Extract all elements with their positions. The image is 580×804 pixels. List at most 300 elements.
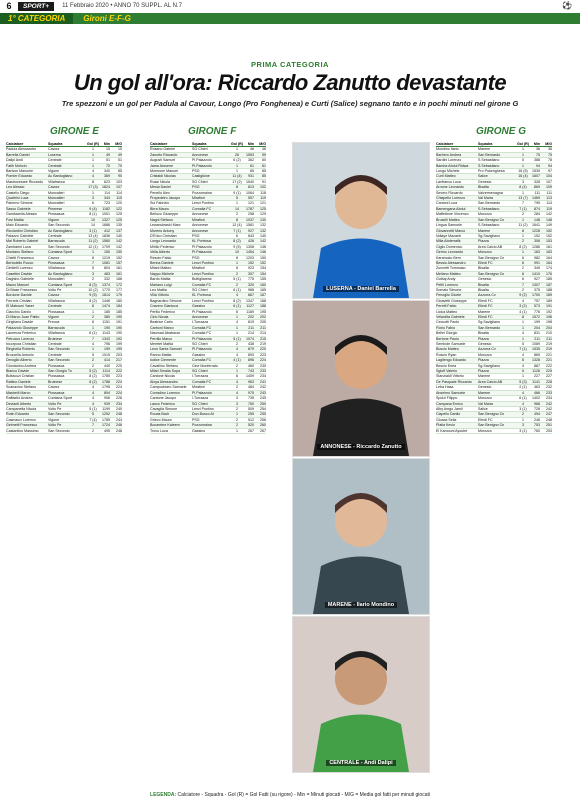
table-cell: Florio Fabio [436, 325, 455, 330]
category-bar [0, 13, 580, 24]
table-cell: Penello Alex [150, 190, 170, 195]
table-cell: 757 [534, 298, 540, 303]
table-cell: 1328 [532, 358, 540, 363]
table-cell: 140 [116, 233, 122, 238]
table-cell: Castello Diego [6, 190, 30, 195]
table-cell: Cavour [48, 185, 60, 190]
table-cell: 12 (1) [88, 244, 98, 249]
table-cell: Mastrelli Marco [6, 390, 31, 395]
table-cell: Piossasca [48, 374, 65, 379]
table-cell: 111 [534, 190, 540, 195]
table-cell: 1 [522, 190, 524, 195]
table-cell: 142 [546, 212, 552, 217]
table-cell: 1 [92, 152, 94, 157]
table-cell: Azzurra Cv [478, 347, 496, 352]
table-cell: Chiapello Lorenzo [436, 196, 465, 201]
table-cell: 369 [104, 174, 110, 179]
table-cell: Cumiana Sport [48, 282, 72, 287]
table-cell: Sgluff Valerio [436, 369, 458, 374]
table-cell: Pinerese [48, 206, 63, 211]
table-cell: 187 [546, 282, 552, 287]
table-cell: Leba Hasa [436, 385, 454, 390]
table-cell: Morozzo [478, 396, 492, 401]
table-cell: 61 [262, 163, 266, 168]
table-cell: 1 [92, 158, 94, 163]
table-cell: Lenzi Pontino [192, 271, 214, 276]
table-cell: Campochiaro Samuele [150, 385, 187, 390]
column-header: Min [533, 142, 540, 146]
table-cell: Morozzo [478, 352, 492, 357]
table-cell: 2 [522, 239, 524, 244]
table-cell: 1327 [102, 217, 110, 222]
table-cell: Cavour [48, 147, 60, 152]
table-cell: Cumiana Sport [48, 396, 72, 401]
table-cell: Sembole Samuele [436, 342, 466, 347]
table-cell: 307 [248, 271, 254, 276]
table-cell: 1219 [102, 255, 110, 260]
table-cell: Genesio [478, 385, 492, 390]
table-cell: 8 [92, 304, 94, 309]
table-cell: 195 [260, 309, 266, 314]
table-cell: PSG [192, 185, 200, 190]
table-cell: 894 [104, 390, 110, 395]
gironi-label: Gironi E-F-G [83, 14, 131, 23]
table-cell: Velardita Gabriele [436, 315, 465, 319]
table-cell: 222 [546, 363, 552, 368]
table-cell: Cimitelli Lorenzo [6, 266, 33, 271]
table-cell: 26 [235, 152, 239, 157]
table-cell: San Benigno Cn [478, 217, 505, 222]
table-cell: 204 [546, 325, 552, 330]
table-cell: Lenzi Pontino [192, 298, 214, 303]
table-cell: 1535 [532, 347, 540, 352]
table-cell: Milani Matteo [150, 266, 172, 271]
table-cell: 743 [248, 369, 254, 374]
table-cell: Cirio Nicola [150, 315, 169, 319]
table-cell: 1709 [102, 244, 110, 249]
table-cell: 185 [116, 309, 122, 314]
table-cell: 1 [236, 163, 238, 168]
table-cell: Rouas Badr [150, 412, 169, 417]
table-cell: 230 [260, 363, 266, 368]
table-cell: 46 [262, 147, 266, 152]
table-cell: Laurenza Federico [6, 331, 36, 336]
table-cell: 2 [92, 363, 94, 368]
table-cell: 931 [248, 174, 254, 179]
table-cell: 1 [92, 190, 94, 195]
table-cell: Padula Alessandro [6, 147, 36, 152]
table-cell: 217 [116, 358, 122, 363]
table-cell: 140 [260, 233, 266, 238]
table-cell: 111 [546, 190, 552, 195]
table-cell: 440 [104, 363, 110, 368]
table-cell: Annonese [192, 152, 209, 157]
table-cell: 16 (4) [518, 174, 528, 179]
table-cell: Giordanino Andrea [6, 363, 36, 368]
table-cell: 220 [116, 363, 122, 368]
table-cell: 154 [260, 266, 266, 271]
table-cell: 6 (1) [519, 396, 527, 401]
table-cell: Cornalia FC [192, 331, 212, 336]
table-cell: Marene [478, 309, 491, 314]
table-cell: 1607 [532, 174, 540, 179]
table-cell: 495 [104, 428, 110, 433]
table-cell: 5 (1) [233, 336, 241, 341]
table-cell: 142 [116, 239, 122, 244]
table-cell: 240 [116, 406, 122, 411]
table-cell: 154 [260, 271, 266, 276]
column-header: Squadra [478, 142, 493, 146]
table-cell: 1785 [102, 374, 110, 379]
girone-e-table [6, 142, 122, 434]
table-cell: 94 [548, 163, 552, 168]
table-cell: Sg.Savigliano [478, 320, 500, 325]
table-cell: Giovannetti Marco [436, 228, 466, 233]
table-cell: 227 [546, 374, 552, 379]
table-cell: Lusema [48, 152, 61, 157]
table-cell: 75 [548, 152, 552, 157]
table-cell: 202 [260, 315, 266, 319]
table-row [436, 429, 552, 434]
table-cell: Cornalia FC [192, 282, 212, 287]
table-cell: 2 [92, 428, 94, 433]
table-cell: Moncalieri [48, 201, 65, 206]
table-cell: 204 [534, 325, 540, 330]
table-cell: 97 [548, 169, 552, 174]
table-cell: 4 [92, 174, 94, 179]
table-cell: Marene [478, 228, 491, 233]
table-cell: 1081 [102, 260, 110, 265]
table-cell: Piossasca [48, 260, 65, 265]
table-cell: Moreno Antony [150, 228, 175, 233]
table-cell: 13 (7) [518, 196, 528, 201]
table-cell: 6 [236, 266, 238, 271]
table-cell: 2 [522, 287, 524, 292]
table-cell: 160 [260, 282, 266, 287]
article-subhead: Tre spezzoni e un gol per Padula al Cavour, Longo (Pro Fonghenea) e Curti (Salice) segnano tanto e in pochi minuti nel girone G [61, 99, 519, 108]
table-cell: 188 [546, 287, 552, 292]
table-cell: Bisalta [478, 185, 489, 190]
table-cell: Leon Santa Samuel [150, 347, 182, 352]
table-cell: 927 [248, 228, 254, 233]
table-cell: 8 (1) [89, 212, 97, 217]
table-cell: 1402 [532, 396, 540, 401]
table-cell: Zambarini Luca [6, 244, 31, 249]
table-cell: Mauro Manuel [6, 282, 29, 287]
table-cell: 1886 [102, 223, 110, 228]
table-cell: S.Sebastiano [478, 163, 500, 168]
table-cell: Sg.Savigliano [478, 363, 500, 368]
table-cell: 1788 [102, 379, 110, 384]
table-cell: Mormone Manuel [150, 169, 178, 174]
table-cell: 1308 [246, 244, 254, 249]
table-cell: Petrucco Lorenzo [6, 336, 35, 341]
table-cell: 5 (3) [519, 379, 527, 384]
table-cell: 927 [534, 277, 540, 282]
table-cell: Volto Pe [48, 423, 62, 428]
table-cell: 1454 [246, 250, 254, 255]
table-cell: 349 [534, 266, 540, 271]
table-cell: 91 [262, 179, 266, 184]
table-cell: 122 [116, 206, 122, 211]
table-cell: Genesio [478, 342, 492, 347]
table-cell: 152 [546, 228, 552, 233]
table-cell: 362 [248, 158, 254, 163]
table-cell: SG Chieri [192, 401, 208, 406]
table-cell: 7 [522, 201, 524, 206]
table-cell: 939 [104, 401, 110, 406]
table-cell: 484 [248, 385, 254, 390]
table-cell: 896 [248, 358, 254, 363]
table-cell: Zanutto Riccardo [150, 152, 178, 157]
table-cell: Aloya Alessandro [150, 379, 178, 384]
table-cell: Moncalieri [48, 277, 65, 282]
table-cell: Gassino [192, 352, 206, 357]
table-cell: 59 [262, 152, 266, 157]
column-header: Calciatore [6, 142, 24, 146]
table-cell: 219 [546, 342, 552, 347]
table-cell: 222 [116, 369, 122, 374]
table-cell: 75 [536, 152, 540, 157]
table-cell: 723 [104, 201, 110, 206]
table-cell: 1037 [246, 217, 254, 222]
table-cell: 887 [534, 363, 540, 368]
table-cell: 1641 [532, 223, 540, 228]
table-cell: 4 [92, 169, 94, 174]
table-cell: S.Sebastiano [478, 158, 500, 163]
table-cell: 2 [236, 417, 238, 422]
table-cell: Montano Stefano [6, 250, 34, 255]
page-number: 6 [6, 1, 12, 11]
table-cell: 1474 [102, 304, 110, 309]
table-cell: 1001 [102, 212, 110, 217]
table-cell: 3 (2) [519, 304, 527, 309]
table-cell: 189 [546, 298, 552, 303]
table-cell: 4 [522, 390, 524, 395]
table-cell: Val Maira [478, 401, 493, 406]
table-cell: Mariano Luigi [150, 282, 172, 287]
table-cell: 1560 [102, 239, 110, 244]
table-cell: Lagliengo Edoardo [436, 358, 467, 363]
table-cell: Palazzolo Giuseppe [6, 325, 38, 330]
table-cell: Bisalta [478, 331, 489, 336]
table-cell: San Secondo [48, 244, 70, 249]
table-cell: 125 [116, 217, 122, 222]
table-cell: Pro Pokenghesa [478, 169, 505, 174]
table-cell: 150 [104, 250, 110, 255]
table-cell: San Benigno Cn [478, 412, 505, 417]
table-cell: 119 [546, 206, 552, 211]
table-row [150, 429, 266, 434]
table-cell: 2 [236, 363, 238, 368]
table-cell: Maio Edoardo [6, 223, 29, 228]
table-cell: KL Portrusa [192, 239, 211, 244]
table-cell: 94 [536, 163, 540, 168]
table-cell: 4 [92, 396, 94, 401]
table-cell: 874 [534, 206, 540, 211]
table-cell: 242 [546, 406, 552, 411]
table-cell: 161 [116, 266, 122, 271]
table-cell: 224 [116, 379, 122, 384]
table-cell: 165 [260, 287, 266, 292]
table-cell: 129 [260, 212, 266, 217]
article-kicker: PRIMA CATEGORIA [251, 60, 329, 69]
table-cell: Mirillo Federico [150, 244, 175, 249]
table-cell: 8 [522, 228, 524, 233]
table-cell: 3 [92, 196, 94, 201]
table-cell: 150 [260, 255, 266, 260]
table-cell: 7 [522, 282, 524, 287]
table-cell: Cumiana Sport [48, 250, 72, 255]
table-cell: Genesio [478, 277, 492, 282]
table-cell: 70 [118, 163, 122, 168]
table-cell: 244 [116, 417, 122, 422]
table-cell: 137 [116, 228, 122, 233]
table-cell: 4 [522, 331, 524, 336]
table-cell: 36 [548, 147, 552, 152]
table-cell: 161 [116, 271, 122, 276]
table-cell: Meretet Mattia [150, 342, 173, 347]
table-cell: 232 [546, 385, 552, 390]
table-cell: 1581 [246, 223, 254, 228]
table-cell: 804 [104, 266, 110, 271]
table-cell: 2 [522, 266, 524, 271]
table-cell: 573 [534, 304, 540, 309]
table-cell: Cavaglià Simone [150, 406, 178, 411]
table-cell: Barbero Andrea [436, 152, 462, 157]
table-cell: Perrillo Marco [150, 336, 173, 341]
table-cell: Nappo Michele [150, 271, 174, 276]
table-cell: 219 [260, 342, 266, 347]
table-cell: 16 (5) [518, 169, 528, 174]
table-cell: 8 (3) [89, 282, 97, 287]
table-cell: Barison Manuele [6, 169, 33, 174]
table-cell: 248 [116, 428, 122, 433]
table-cell: Bruinese [48, 336, 63, 341]
table-cell: Buttigliarese [192, 277, 212, 282]
table-cell: 234 [260, 374, 266, 379]
table-cell: 775 [248, 277, 254, 282]
table-cell: 174 [546, 266, 552, 271]
table-cell: Elledi FC [478, 298, 493, 303]
table-cell: S.Sebastiano [478, 223, 500, 228]
table-cell: 5 [522, 158, 524, 163]
table-cell: Cirigliano Davide [6, 320, 34, 325]
table-cell: Fatih Mohcin [6, 163, 27, 168]
article-headline: Un gol all'ora: Riccardo Zanutto devastante [73, 70, 507, 95]
table-cell: 233 [546, 390, 552, 395]
table-cell: Bertodello Rocco [6, 260, 34, 265]
table-cell: 146 [260, 244, 266, 249]
table-cell: 4 [522, 298, 524, 303]
table-cell: 1 [92, 347, 94, 352]
player-photo-image [293, 617, 429, 772]
table-cell: Arnone Leonardo [436, 185, 464, 190]
table-cell: Zunnetti Tommaso [436, 266, 466, 271]
table-cell: 3 [522, 423, 524, 428]
table-cell: 4 (1) [519, 309, 527, 314]
table-cell: 991 [534, 260, 540, 265]
table-cell: Marene [478, 147, 491, 152]
table-cell: Mai Roberto Gabriel [6, 239, 39, 244]
table-cell: 6 [236, 233, 238, 238]
table-cell: 102 [260, 185, 266, 190]
table-cell: Cantone Jacopo [150, 396, 177, 401]
table-cell: Nagni Stefano [150, 217, 173, 222]
table-cell: 152 [260, 260, 266, 265]
table-cell: 192 [116, 336, 122, 341]
table-cell: Lewandowski Marc [150, 223, 181, 228]
table-cell: Casmacci Lorenzo [6, 417, 36, 422]
table-cell: Volto Pe [48, 406, 62, 411]
table-cell: 180 [116, 298, 122, 303]
table-cell: 2 [236, 423, 238, 428]
table-cell: De Pasquale Riccardo [436, 379, 472, 384]
table-cell: 340 [104, 169, 110, 174]
table-cell: 5 [92, 266, 94, 271]
table-cell: Perillo Federico [150, 309, 175, 314]
table-cell: 85 [250, 169, 254, 174]
table-cell: 375 [534, 287, 540, 292]
table-cell: Sasso Gabriele [6, 206, 31, 211]
table-cell: 5 [522, 369, 524, 374]
table-cell: Palermo Simone [6, 201, 33, 206]
table-cell: 1700 [532, 293, 540, 298]
table-cell: 988 [248, 287, 254, 292]
top-bar [0, 0, 580, 12]
table-cell: 1 [522, 417, 524, 422]
table-cell: 1 [522, 336, 524, 341]
table-cell: 152 [546, 233, 552, 238]
table-cell: 168 [260, 298, 266, 303]
table-cell: Ricciardini Christian [6, 228, 38, 233]
table-cell: 234 [116, 401, 122, 406]
table-cell: 3 (1) [519, 428, 527, 433]
table-cell: SG Chieri [192, 342, 208, 347]
table-cell: 1143 [102, 331, 110, 336]
table-cell: Volto Pe [48, 401, 62, 406]
table-cell: 4 [236, 352, 238, 357]
table-cell: 1015 [102, 352, 110, 357]
table-cell: 796 [104, 342, 110, 347]
table-cell: Elledi FC [478, 315, 493, 319]
table-cell: 597 [248, 196, 254, 201]
table-cell: 388 [534, 158, 540, 163]
table-cell: 6 [236, 309, 238, 314]
table-cell: Bamengana Abdul [436, 206, 466, 211]
table-cell: 4 [236, 347, 238, 352]
table-cell: Giglio Domenico [436, 244, 463, 249]
table-cell: Ceccotti Paolo [436, 320, 460, 325]
table-cell: 3 [236, 401, 238, 406]
table-cell: 214 [260, 331, 266, 336]
table-cell: Severo Riccardo [436, 190, 463, 195]
table-cell: 1 [236, 412, 238, 417]
table-cell: Cornalia FC [192, 379, 212, 384]
table-cell: 14 [91, 223, 95, 228]
table-cell: 1 [92, 309, 94, 314]
girone-f-title: GIRONE F [188, 126, 237, 137]
table-cell: Petiti Lorenzo [436, 282, 458, 287]
table-cell: 893 [248, 352, 254, 357]
table-cell: 3 [92, 271, 94, 276]
table-cell: 10 (2) [88, 287, 98, 292]
table-cell: Jama Arosene [150, 163, 173, 168]
table-cell: 241 [260, 379, 266, 384]
table-cell: Stanzialdi Vittorio [436, 374, 464, 379]
table-cell: Sardini Lorenzo [436, 158, 462, 163]
table-cell: 248 [116, 412, 122, 417]
